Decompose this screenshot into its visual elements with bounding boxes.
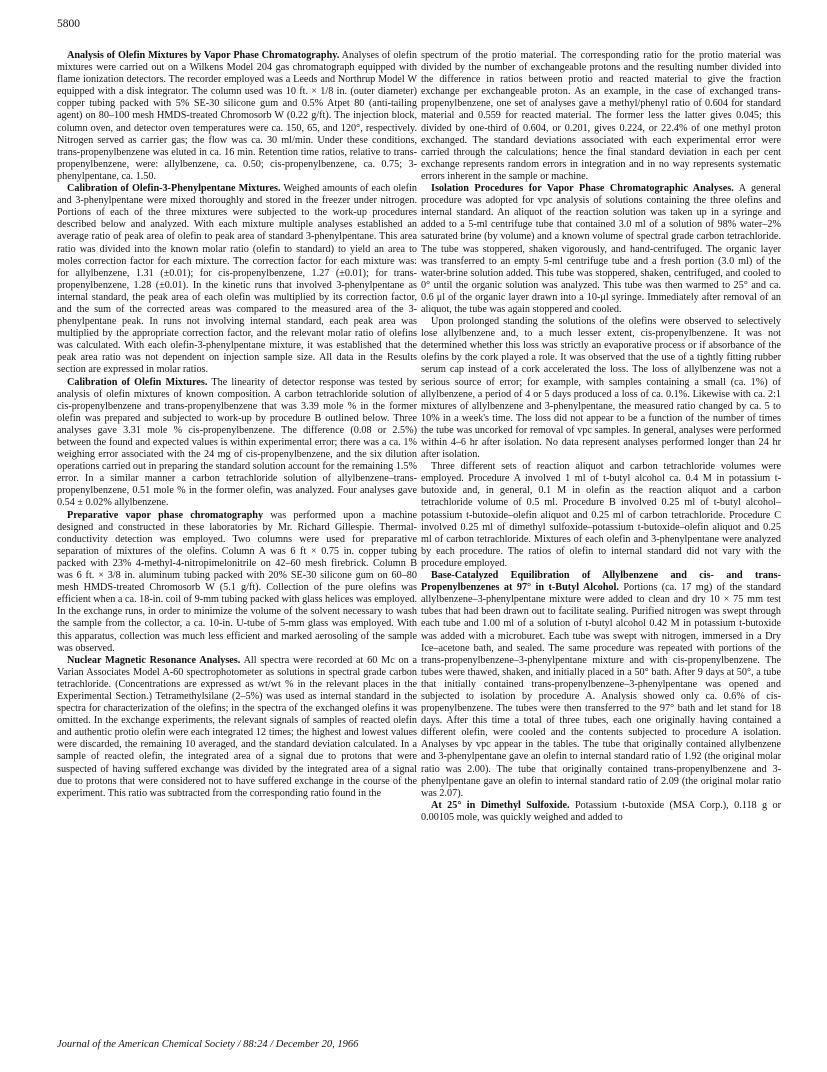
page-number: 5800 xyxy=(57,18,80,30)
paragraph: Analysis of Olefin Mixtures by Vapor Phase Chromatography. Analyses of olefin mixtures were carried out on a Wilkens Model 204 gas chromatograph equipped with flame ionization detectors. The recorder employed was a Leeds and Northrup Model W equipped with a disk integrator. The column used was 10 ft. × 1/8 in. (outer diameter) copper tubing packed with 5% SE-30 silicone gum and 0.5% Atpet 80 (anti-tailing agent) on 80–100 mesh HMDS-treated Chromosorb W (0.22 g/ft). The injection block, column oven, and detector oven temperatures were ca. 150, 65, and 120°, respectively. Nitrogen served as carrier gas; the flow was ca. 30 ml/min. Under these conditions, trans-propenylbenzene was eluted in ca. 16 min. Retention time ratios, relative to trans-propenylbenzene, were: allylbenzene, ca. 0.50; cis-propenylbenzene, ca. 0.75; 3-phenylpentane, ca. 1.50. xyxy=(57,50,418,182)
paragraph: Isolation Procedures for Vapor Phase Chromatographic Analyses. A general procedure was adopted for vpc analysis of solutions containing the three olefins and internal standard. An aliquot of the reaction solution was taken up in a syringe and added to a 5-ml centrifuge tube that contained 3.0 ml of a solution of 98% water–2% saturated brine (by volume) and a known volume of spectral grade carbon tetrachloride. The tube was stoppered, shaken vigorously, and hand-centrifuged. The organic layer was transferred to an empty 5-ml centrifuge tube and a fresh portion (3.0 ml) of the water-brine solution added. This tube was stoppered, shaken, centrifuged, and cooled to 0° until the organic solution was analyzed. This tube was then warmed to 25° and ca. 0.6 μl of the organic layer drawn into a 10-μl syringe. Immediately after removal of an aliquot, the tube was again stoppered and cooled. xyxy=(421,183,781,315)
paragraph: At 25° in Dimethyl Sulfoxide. Potassium t-butoxide (MSA Corp.), 0.118 g or 0.00105 mole, was quickly weighed and added to xyxy=(421,799,782,823)
left-column xyxy=(57,50,417,800)
paragraph: Three different sets of reaction aliquot and carbon tetrachloride volumes were employed. Procedure A involved 1 ml of t-butyl alcohol ca. 0.4 M in potassium t-butoxide and, in general, 0.1 M in olefin as the reaction aliquot and a carbon tetrachloride volume of 0.5 ml. Procedure B involved 0.25 ml of t-butyl alcohol–potassium t-butoxide–olefin aliquot and 0.25 ml of carbon tetrachloride. Procedure C involved 0.25 ml of dimethyl sulfoxide–potassium t-butoxide–olefin aliquot and 0.25 ml of carbon tetrachloride. Mixtures of each olefin and 3-phenylpentane were analyzed by each procedure. The ratios of olefin to internal standard did not vary with the procedure employed. xyxy=(421,461,781,569)
paragraph: spectrum of the protio material. The corresponding ratio for the protio material was divided by the number of exchangeable protons and the resulting number divided into the difference in ratios between protio and reacted material to give the fraction exchange per exchangeable proton. As an example, in the case of exchanged trans-propenylbenzene, one set of analyses gave a methyl/phenyl ratio of 0.604 for standard material and 0.559 for reacted material. The former less the latter gives 0.045; this divided by one-third of 0.604, or 0.201, gives 0.224, or 22.4% of one methyl proton exchanged. The standard deviations associated with each experimental error were carried through the calculations; hence the final standard deviation in each per cent exchange represents random errors in integration and in no way represents systematic errors inherent in the sample or machine. xyxy=(421,50,781,182)
paragraph: Preparative vapor phase chromatography was performed upon a machine designed and constructed in these laboratories by Mr. Richard Gillespie. Thermal-conductivity detection was employed. Two columns were used for preparative separation of mixtures of the olefins. Column A was 6 ft × 0.75 in. copper tubing packed with 23% 4-methyl-4-nitropimelonitrile on 42–60 mesh firebrick. Column B was 6 ft. × 3/8 in. aluminum tubing packed with 20% SE-30 silicone gum on 60–80 mesh HMDS-treated Chromosorb W (5.1 g/ft). Collection of the pure olefins was efficient when a ca. 18-in. coil of 9-mm tubing packed with glass helices was employed. In the exchange runs, in order to minimize the volume of the solvent necessary to wash the sample from the collector, a ca. 10-in. U-tube of 5-mm glass was employed. With this apparatus, collection was much less efficient and marked aerosoling of the sample was observed. xyxy=(57,509,417,654)
paragraph: Nuclear Magnetic Resonance Analyses. All spectra were recorded at 60 Mc on a Varian Associates Model A-60 spectrophotometer as solutions in spectral grade carbon tetrachloride. (Concentrations are expressed as wt/wt % in the relevant places in the Experimental Section.) Tetramethylsilane (2–5%) was used as internal standard in the spectra for characterization of the olefins; in the spectra of the exchanged olefins it was omitted. In the exchange experiments, the relevant signals of samples of reacted olefin and authentic protio olefin were each integrated 12 times; the highest and lowest values were discarded, the remaining 10 averaged, and the standard deviation calculated. In a sample of reacted olefin, the integrated area of a signal due to protons that were suspected of having suffered exchange was divided by the integrated area of a signal due to protons that were considered not to have suffered exchange in the course of the experiment. This ratio was subtracted from the corresponding ratio found in the xyxy=(57,654,418,799)
paragraph: Upon prolonged standing the solutions of the olefins were observed to selectively lose allylbenzene and, to a much lesser extent, cis-propenylbenzene. It was not determined whether this loss was strictly an evaporative process or if absorbance of the olefins by the cork played a role. It was observed that the use of a tightly fitting rubber serum cap instead of a cork accelerated the loss. The loss of allylbenzene was not a serious source of error; for example, with samples containing a small (ca. 1%) of allylbenzene, a period of 4 or 5 days produced a loss of ca. 0.1%. Likewise with ca. 2:1 mixtures of allylbenzene and 3-phenylpentane, the measured ratio changed by ca. 5 to 10% in a week's time. The loss did not appear to be a function of the number of times the tube was uncorked for removal of vpc samples. In general, analyses were performed within 4–6 hr after isolation. No data represent analyses performed longer than 24 hr after isolation. xyxy=(421,316,781,461)
right-column xyxy=(421,50,781,824)
paragraph: Calibration of Olefin Mixtures. The linearity of detector response was tested by analysis of olefin mixtures of known composition. A carbon tetrachloride solution of cis-propenylbenzene and trans-propenylbenzene that was 3.39 mole % in the former olefin was prepared and subjected to work-up by procedure B outlined below. Three analyses gave 3.31 mole % cis-propenylbenzene. The difference (0.08 or 2.5%) between the found and expected values is within experimental error; there was a ca. 1% weighing error associated with the 24 mg of cis-propenylbenzene, and the six dilution operations carried out in preparing the standard solution account for the remaining 1.5% error. In a similar manner a carbon tetrachloride solution of allylbenzene–trans-propenylbenzene, 0.51 mole % in the former olefin, was analyzed. Four analyses gave 0.54 ± 0.02% allylbenzene. xyxy=(57,376,417,509)
journal-footer: Journal of the American Chemical Society / 88:24 / December 20, 1966 xyxy=(57,1039,359,1050)
paragraph: Base-Catalyzed Equilibration of Allylbenzene and cis- and trans-Propenylbenzenes at 97° in t-Butyl Alcohol. Portions (ca. 17 mg) of the standard allylbenzene–3-phenylpentane mixture were added to clean and dry 10 × 75 mm test tubes that had been drawn out to facilitate sealing. Purified nitrogen was swept through each tube and 1.00 ml of a solution of t-butyl alcohol 0.42 M in potassium t-butoxide was added with a microburet. Each tube was swept with nitrogen, immersed in a Dry Ice–acetone bath, and sealed. The same procedure was repeated with portions of the trans-propenylbenzene–3-phenylpentane mixture and with cis-propenylbenzene. The tubes were thawed, shaken, and initially placed in a 50° bath. After 9 days at 50°, a tube that initially contained trans-propenylbenzene–3-phenylpentane was opened and subjected to isolation by procedure A. Analysis showed only ca. 0.6% of cis-propenylbenzene. The tubes were then transferred to the 97° bath and let stand for 18 days. After this time a total of three tubes, each one originally having contained a different olefin, were cooled and the contents subjected to procedure A isolation. Analyses by vpc appear in the tables. The tube that originally contained allylbenzene and 3-phenylpentane gave an olefin to internal standard ratio of 1.92 (the original molar ratio was 2.00). The tube that originally contained trans-propenylbenzene and 3-phenylpentane gave an olefin to internal standard ratio of 2.09 (the original molar ratio was 2.07). xyxy=(421,570,781,799)
paragraph: Calibration of Olefin-3-Phenylpentane Mixtures. Weighed amounts of each olefin and 3-phenylpentane were mixed thoroughly and stored in the freezer under nitrogen. Portions of each of the three mixtures were subjected to the work-up procedures described below and analyzed. With each mixture multiple analyses established an average ratio of peak area of olefin to peak area of standard 3-phenylpentane. This area ratio was divided into the known molar ratio (olefin to standard) to yield an area to moles correction factor for each mixture. The correction factor for each mixture was: for allylbenzene, 1.31 (±0.01); for cis-propenylbenzene, 1.27 (±0.01); for trans-propenylbenzene, 1.28 (±0.01). In the kinetic runs that involved 3-phenylpentane as internal standard, the peak area of each olefin was multiplied by its correction factor, and the sum of the corrected areas was compared to the measured area of the 3-phenylpentane peak. In runs not involving internal standard, each peak area was multiplied by the appropriate correction factor, and the relevant molar ratio of olefins was calculated. With each olefin-3-phenylpentane mixture, it was established that the peak area ratio was not dependent on injection sample size. All data in the Results section are expressed in molar ratios. xyxy=(57,183,417,376)
